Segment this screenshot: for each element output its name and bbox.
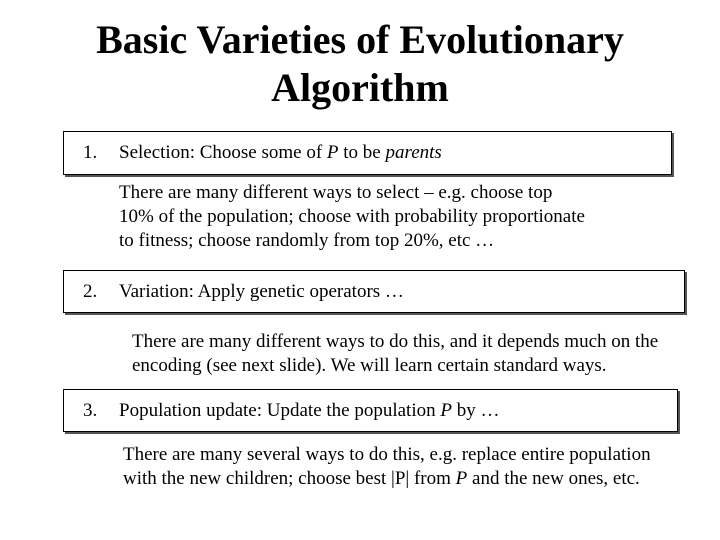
step-3-heading-suffix: by … xyxy=(451,399,500,421)
title-line-1: Basic Varieties of Evolutionary xyxy=(96,17,624,62)
step-1-description xyxy=(119,181,585,253)
step-1-heading-var: P xyxy=(326,142,339,163)
step-1-desc-line-1: There are many different ways to select – e.g. choose top xyxy=(119,182,553,203)
step-2-heading: Variation: Apply genetic operators … xyxy=(119,280,404,302)
step-1-heading-emph: parents xyxy=(385,142,442,163)
step-3-heading-prefix: Population update: Update the population xyxy=(119,399,441,421)
step-3-desc-line-2-var: P xyxy=(455,468,468,489)
step-3-number: 3. xyxy=(83,399,98,421)
step-3-desc-line-2 xyxy=(123,467,651,491)
step-3-heading xyxy=(119,400,499,422)
step-3-desc-line-2-suffix: and the new ones, etc. xyxy=(467,468,640,489)
step-1-heading xyxy=(119,142,442,164)
step-3-description xyxy=(123,443,651,491)
step-2-number: 2. xyxy=(83,280,98,302)
step-2-description xyxy=(132,330,658,378)
step-3-desc-line-1: There are many several ways to do this, e.g. replace entire population xyxy=(123,444,651,465)
step-1-heading-mid: to be xyxy=(338,142,386,163)
step-3-desc-line-2-prefix: with the new children; choose best |P| from xyxy=(123,468,456,489)
step-1-desc-line-2: 10% of the population; choose with probability proportionate xyxy=(119,206,585,227)
step-1-box xyxy=(63,131,672,175)
step-2-desc-line-2: encoding (see next slide). We will learn certain standard ways. xyxy=(132,355,607,376)
step-2-desc-line-1: There are many different ways to do this, and it depends much on the xyxy=(132,331,659,352)
slide-title xyxy=(60,16,660,112)
step-1-desc-line-3: to fitness; choose randomly from top 20%, etc … xyxy=(119,230,495,251)
step-2-box xyxy=(63,270,685,313)
title-line-2: Algorithm xyxy=(271,65,449,110)
step-3-box xyxy=(63,389,678,432)
step-3-heading-var: P xyxy=(440,399,452,421)
step-1-heading-prefix: Selection: Choose some of xyxy=(119,142,327,163)
step-1-number: 1. xyxy=(83,142,98,163)
